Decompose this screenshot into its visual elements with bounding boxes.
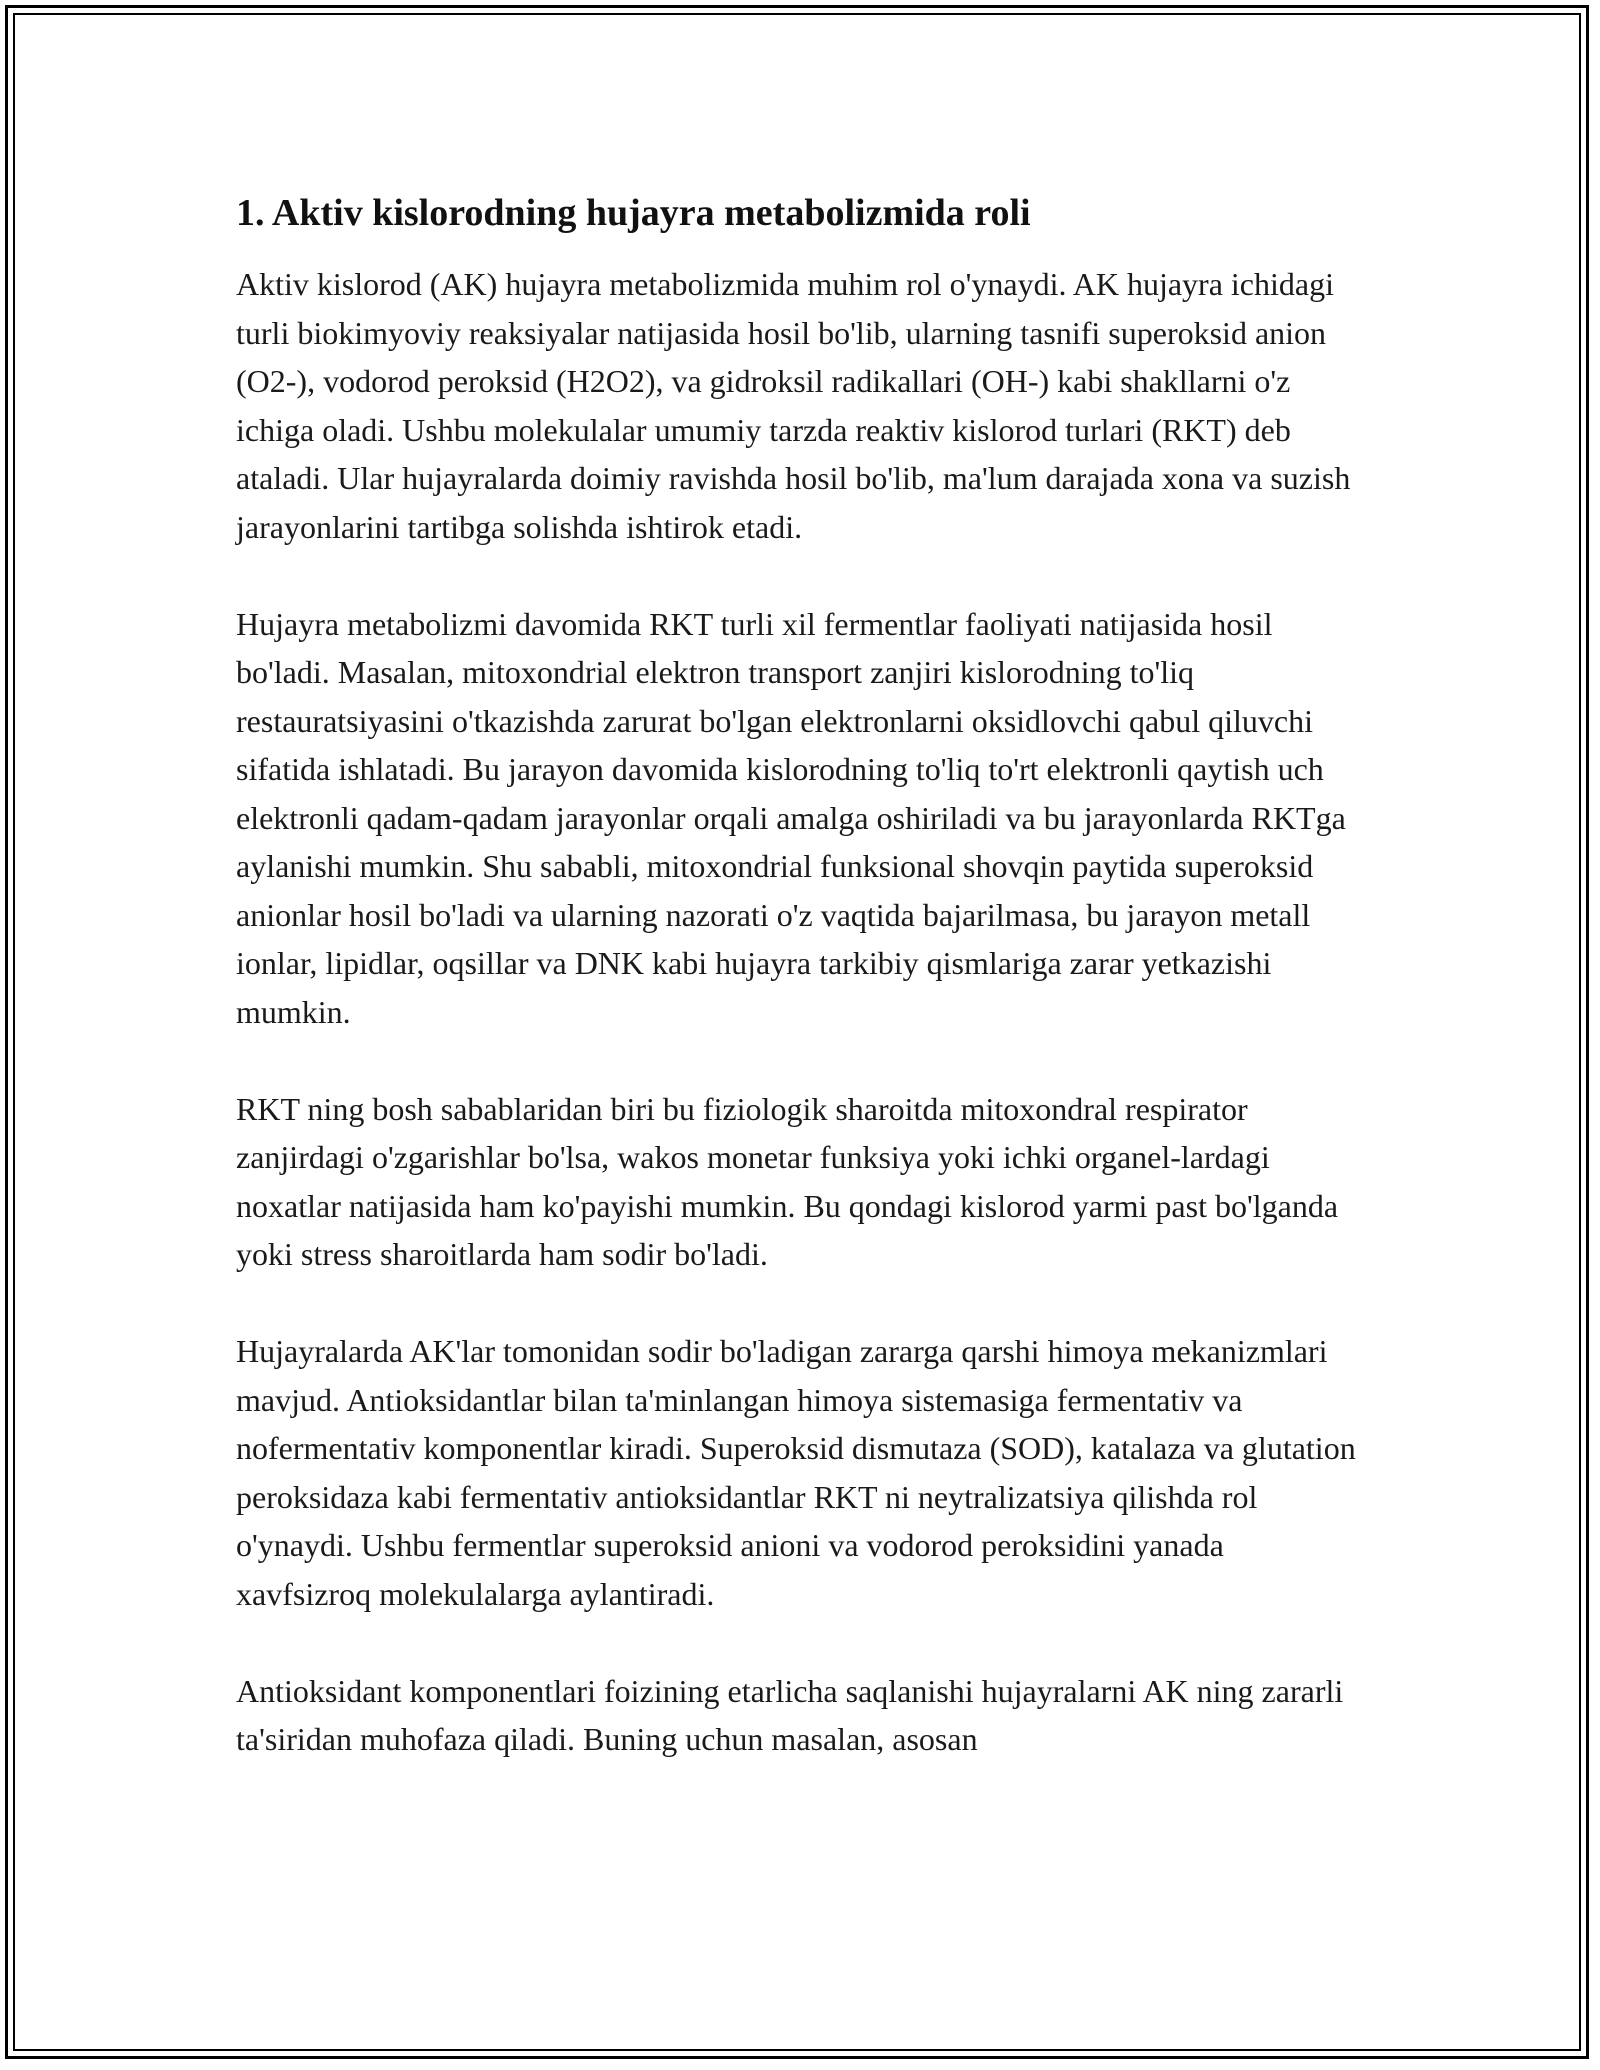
section-heading: 1. Aktiv kislorodning hujayra metabolizmida roli — [236, 192, 1031, 234]
paragraph-5: Antioksidant komponentlari foizining etarlicha saqlanishi hujayralarni AK ning zararli ta'siridan muhofaza qiladi. Buning uchun masalan, asosan — [236, 1672, 1344, 1757]
document-body — [236, 188, 1366, 1812]
paragraph-1: Aktiv kislorod (AK) hujayra metabolizmida muhim rol o'ynaydi. AK hujayra ichidagi turli biokimyoviy reaksiyalar natijasida hosil bo'lib, ularning tasnifi superoksid anion (O2-), vodorod peroksid (H2O2), va gidroksil radikallari (OH-) kabi shakllarni o'z ichiga oladi. Ushbu molekulalar umumiy tarzda reaktiv kislorod turlari (RKT) deb ataladi. Ular hujayralarda doimiy ravishda hosil bo'lib, ma'lum darajada xona va suzish jarayonlarini tartibga solishda ishtirok etadi. — [236, 266, 1351, 545]
paragraph-2: Hujayra metabolizmi davomida RKT turli xil fermentlar faoliyati natijasida hosil bo'ladi. Masalan, mitoxondrial elektron transport zanjiri kislorodning to'liq restauratsiyasini o'tkazishda zarurat bo'lgan elektronlarni oksidlovchi qabul qiluvchi sifatida ishlatadi. Bu jarayon davomida kislorodning to'liq to'rt elektronli qaytish uch elektronli qadam-qadam jarayonlar orqali amalga oshiriladi va bu jarayonlarda RKTga aylanishi mumkin. Shu sababli, mitoxondrial funksional shovqin paytida superoksid anionlar hosil bo'ladi va ularning nazorati o'z vaqtida bajarilmasa, bu jarayon metall ionlar, lipidlar, oqsillar va DNK kabi hujayra tarkibiy qismlariga zarar yetkazishi mumkin. — [236, 605, 1346, 1030]
paragraph-4: Hujayralarda AK'lar tomonidan sodir bo'ladigan zararga qarshi himoya mekanizmlari mavjud. Antioksidantlar bilan ta'minlangan himoya sistemasiga fermentativ va nofermentativ komponentlar kiradi. Superoksid dismutaza (SOD), katalaza va glutation peroksidaza kabi fermentativ antioksidantlar RKT ni neytralizatsiya qilishda rol o'ynaydi. Ushbu fermentlar superoksid anioni va vodorod peroksidini yanada xavfsizroq molekulalarga aylantiradi. — [236, 1333, 1356, 1612]
paragraph-3: RKT ning bosh sabablaridan biri bu fiziologik sharoitda mitoxondral respirator zanjirdagi o'zgarishlar bo'lsa, wakos monetar funksiya yoki ichki organel-lardagi noxatlar natijasida ham ko'payishi mumkin. Bu qondagi kislorod yarmi past bo'lganda yoki stress sharoitlarda ham sodir bo'ladi. — [236, 1090, 1339, 1272]
